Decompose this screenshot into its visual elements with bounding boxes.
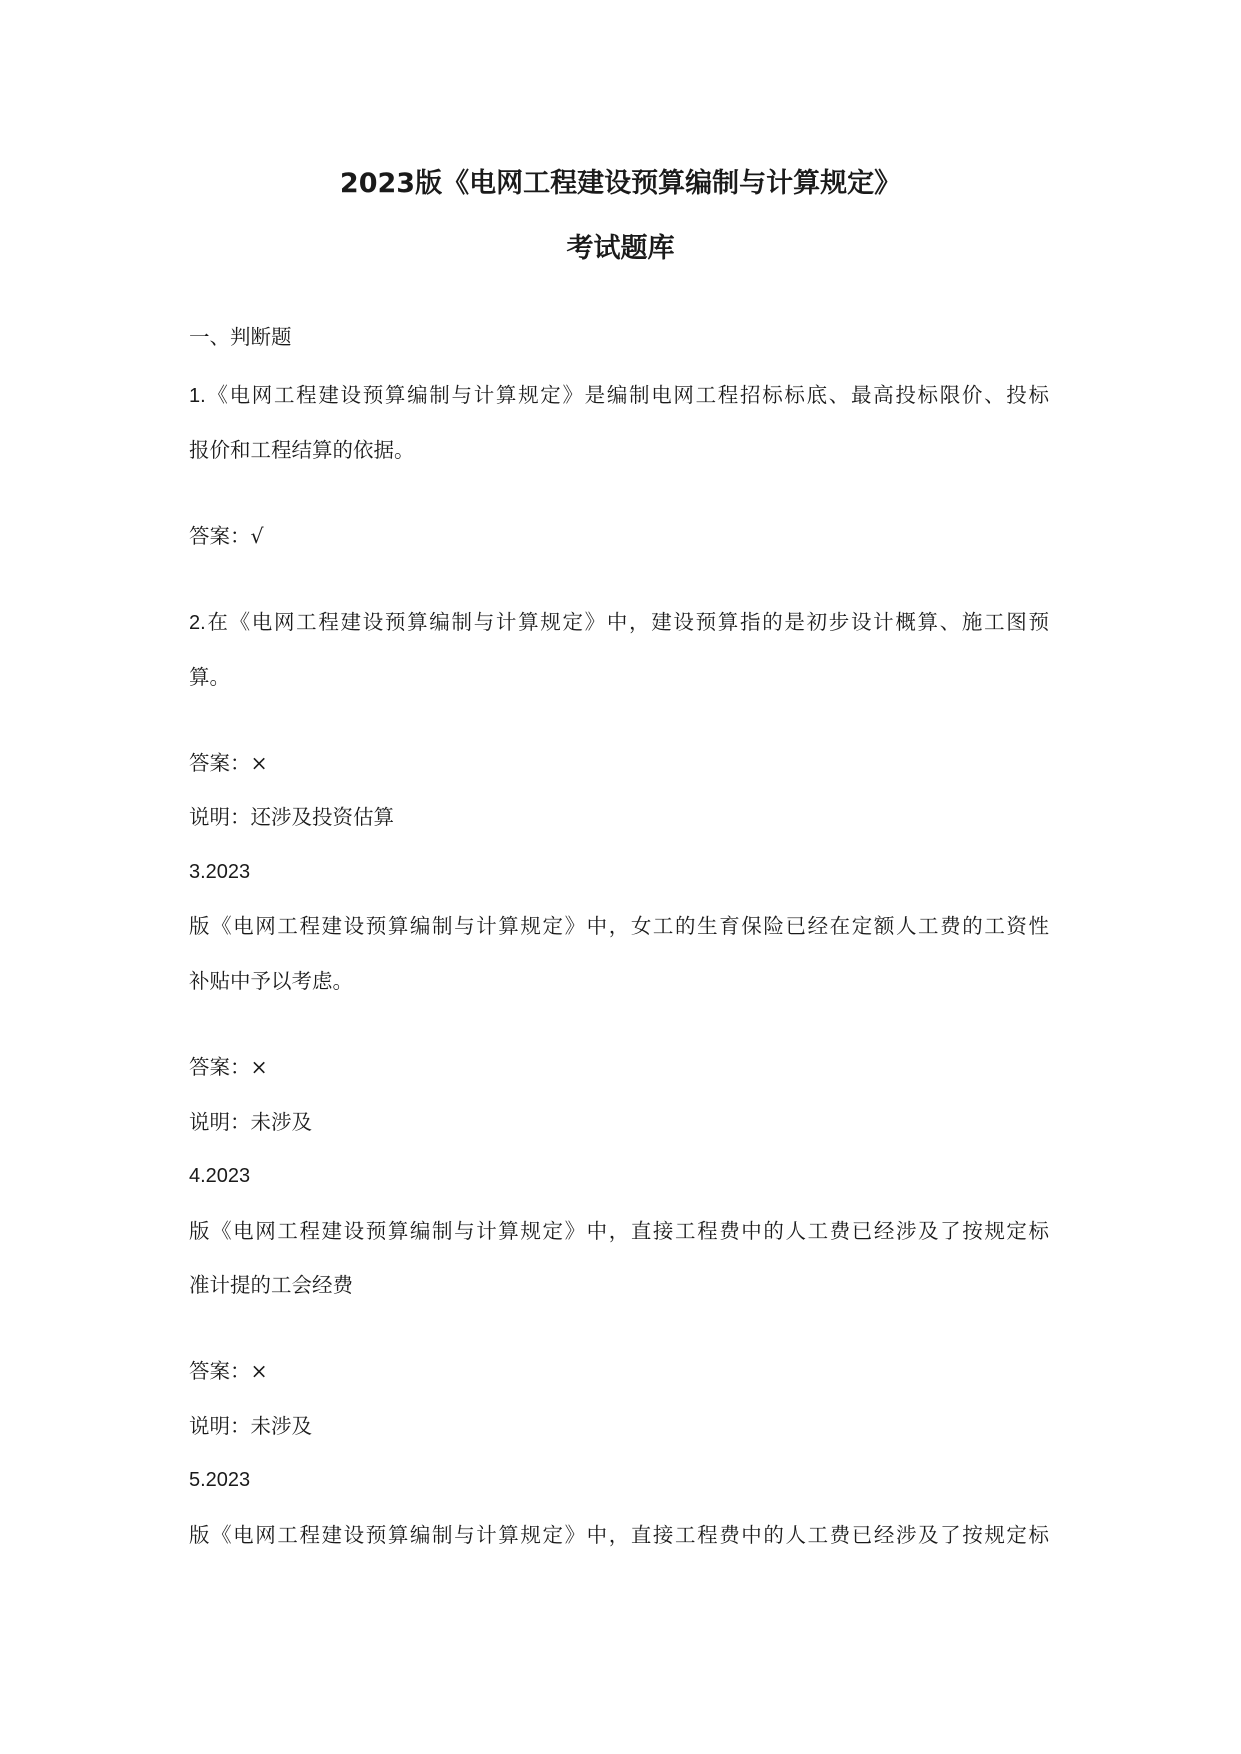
question-1-text-1: 《电网工程建设预算编制与计算规定》是编制电网工程招标标底、最高投标限价、投标 [205,383,1049,407]
document-subtitle: 考试题库 [566,233,675,264]
question-4-answer: 答案：× [189,1359,268,1383]
question-2-line-1 [189,608,1049,637]
question-4-explanation: 说明：未涉及 [189,1414,312,1438]
document-title: 2023版《电网工程建设预算编制与计算规定》 [339,168,902,199]
question-5-number: 5.2023 [189,1469,251,1491]
question-4-line-1: 版《电网工程建设预算编制与计算规定》中，直接工程费中的人工费已经涉及了按规定标 [189,1219,1049,1243]
question-3-number: 3.2023 [189,861,251,883]
question-1-line-2: 报价和工程结算的依据。 [189,438,415,462]
question-2-number: 2. [189,612,206,634]
question-3-explanation: 说明：未涉及 [189,1110,312,1134]
question-2-answer: 答案：× [189,751,268,775]
question-3-line-1: 版《电网工程建设预算编制与计算规定》中，女工的生育保险已经在定额人工费的工资性 [189,914,1049,938]
question-2-explanation: 说明：还涉及投资估算 [189,805,394,829]
question-1-answer: 答案：√ [189,524,264,548]
section-heading: 一、判断题 [189,325,292,349]
question-3-line-2: 补贴中予以考虑。 [189,969,353,993]
question-4-number: 4.2023 [189,1165,251,1187]
question-5-line-1: 版《电网工程建设预算编制与计算规定》中，直接工程费中的人工费已经涉及了按规定标 [189,1523,1049,1547]
question-2-text-1: 在《电网工程建设预算编制与计算规定》中，建设预算指的是初步设计概算、施工图预 [205,610,1049,634]
question-4-line-2: 准计提的工会经费 [189,1273,353,1297]
question-1-number: 1. [189,385,206,407]
question-1-line-1 [189,381,1049,410]
question-3-answer: 答案：× [189,1055,268,1079]
question-2-line-2: 算。 [189,665,230,689]
